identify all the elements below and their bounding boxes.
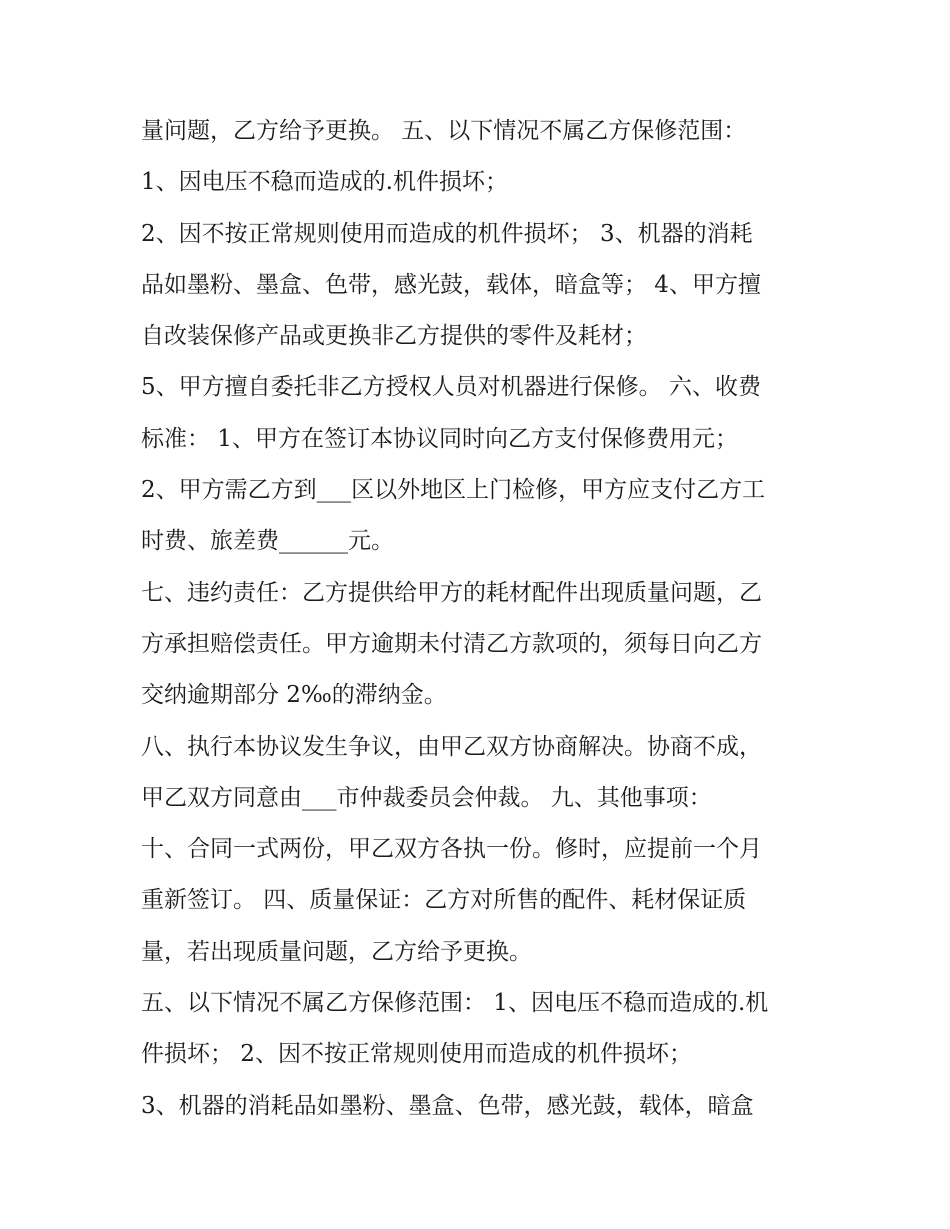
text-line: 2、甲方需乙方到___区以外地区上门检修，甲方应支付乙方工 <box>141 477 766 504</box>
text-line: 重新签订。 四、质量保证：乙方对所售的配件、耗材保证质 <box>141 887 747 914</box>
text-line: 八、执行本协议发生争议，由甲乙双方协商解决。协商不成， <box>141 733 762 760</box>
text-line: 量问题，乙方给予更换。 五、以下情况不属乙方保修范围： <box>141 118 747 144</box>
text-line: 方承担赔偿责任。甲方逾期未付清乙方款项的，须每日向乙方 <box>141 630 762 657</box>
text-line: 五、以下情况不属乙方保修范围： 1、因电压不稳而造成的.机 <box>141 990 769 1017</box>
text-line: 七、违约责任：乙方提供给甲方的耗材配件出现质量问题，乙 <box>141 579 762 606</box>
text-line: 1、因电压不稳而造成的.机件损坏； <box>141 169 508 196</box>
text-line: 十、合同一式两份，甲乙双方各执一份。修时，应提前一个月 <box>141 836 762 863</box>
text-line: 量，若出现质量问题，乙方给予更换。 <box>141 938 532 965</box>
text-line: 件损坏； 2、因不按正常规则使用而造成的机件损坏； <box>141 1041 692 1068</box>
text-line: 标准： 1、甲方在签订本协议同时向乙方支付保修费用元； <box>141 425 738 452</box>
text-line: 自改装保修产品或更换非乙方提供的零件及耗材； <box>141 323 647 350</box>
text-line: 2、因不按正常规则使用而造成的机件损坏； 3、机器的消耗 <box>141 220 753 247</box>
text-line: 甲乙双方同意由___市仲裁委员会仲裁。 九、其他事项： <box>141 784 712 811</box>
text-line: 5、甲方擅自委托非乙方授权人员对机器进行保修。 六、收费 <box>141 374 761 401</box>
text-line: 品如墨粉、墨盒、色带，感光鼓，载体，暗盒等； 4、甲方擅 <box>141 271 761 298</box>
text-line: 时费、旅差费______元。 <box>141 528 394 555</box>
text-line: 交纳逾期部分 2‰的滞纳金。 <box>141 682 447 709</box>
document-body <box>141 106 831 1132</box>
text-line: 3、机器的消耗品如墨粉、墨盒、色带，感光鼓，载体，暗盒 <box>141 1092 754 1119</box>
